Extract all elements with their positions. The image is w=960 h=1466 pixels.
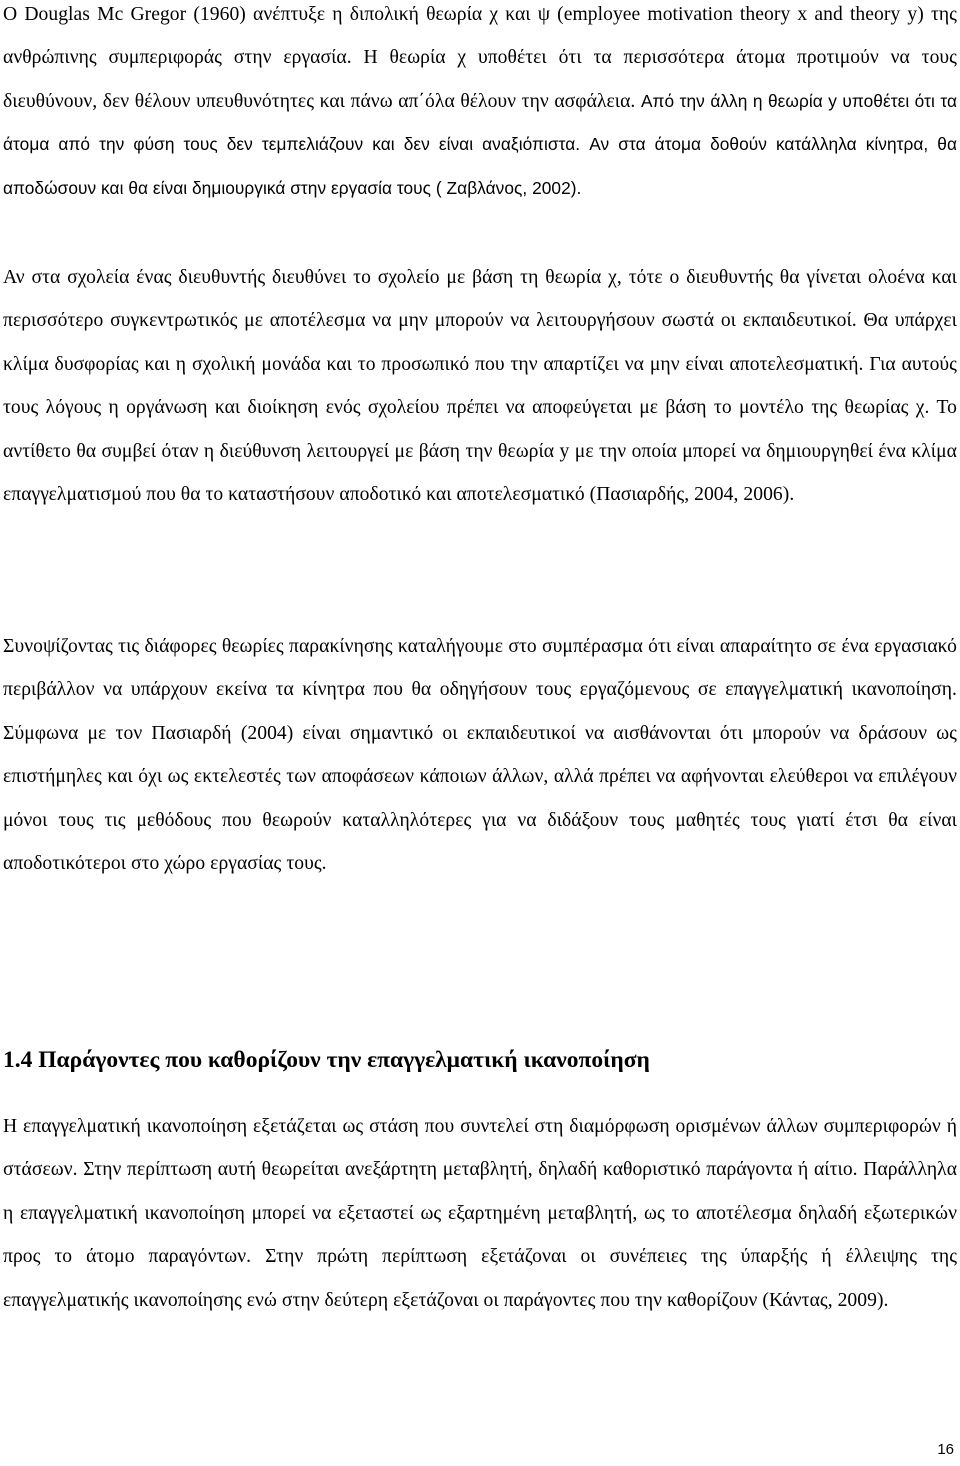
paragraph-4-part-a: Η επαγγελματική ικανοποίηση εξετάζεται ως στάση που συντελεί στη διαμόρφωση ορισμένων άλλων συμπεριφορών ή στάσεων. bbox=[3, 1116, 957, 1181]
page-number: 16 bbox=[937, 1441, 954, 1458]
paragraph-4-part-b: Στην περίπτωση αυτή θεωρείται ανεξάρτητη μεταβλητή, δηλαδή καθοριστικό παράγοντα ή αίτιο. bbox=[83, 1159, 858, 1181]
paragraph-4-part-d: Στην πρώτη περίπτωση εξετάζοναι οι συνέπειες της ύπαρξής ή έλλειψης της επαγγελματικής ικανοποίησης ενώ στην δεύτερη εξετάζοναι οι παράγοντες που την καθορίζουν (Κάντας, 2009). bbox=[3, 1246, 958, 1311]
paragraph-3-part-b: Σύμφωνα με τον Πασιαρδή (2004) είναι σημαντικό οι εκπαιδευτικοί να αισθάνονται ότι μπορούν να δράσουν ως επιστήμηλες και όχι ως εκτελεστές των αποφάσεων κάποιων άλλων, αλλά πρέπει να αφήνονται ελεύθεροι να επιλέγουν μόνοι τους τις μεθόδους που θεωρούν καταλληλότερες για να διδάξουν τους μαθητές τους γιατί έτσι θα είναι αποδοτικότεροι στο χώρο εργασίας τους. bbox=[3, 722, 957, 875]
paragraph-2-part-b: Θα υπάρχει κλίμα δυσφορίας και η σχολική μονάδα και το προσωπικό που την απαρτίζει να μην είναι αποτελεσματική. bbox=[3, 310, 957, 375]
paragraph-motivation-summary bbox=[3, 625, 957, 885]
paragraph-2-part-c: Για αυτούς τους λόγους η οργάνωση και διοίκηση ενός σχολείου πρέπει να αποφεύγεται με βάση το μοντέλο της θεωρίας χ. bbox=[3, 353, 957, 419]
paragraph-theory-x-y bbox=[3, 0, 957, 210]
paragraph-1-part-b: Από την άλλη η θεωρία y υποθέτει ότι τα άτομα από την φύση τους δεν τεμπελιάζουν και δεν είναι αναξιόπιστα. bbox=[3, 90, 958, 155]
paragraph-1-part-c: Αν στα άτομα δοθούν κατάλληλα κίνητρα, θα αποδώσουν και θα είναι δημιουργικά στην εργασία τους ( Ζαβλάνος, 2002). bbox=[3, 134, 958, 198]
paragraph-4-part-c: Παράλληλα η επαγγελματική ικανοποίηση μπορεί να εξεταστεί ως εξαρτημένη μεταβλητή, ως το αποτέλεσμα δηλαδή εξωτερικών προς το άτομο παραγόντων. bbox=[3, 1159, 958, 1268]
paragraph-3-part-a: Συνοψίζοντας τις διάφορες θεωρίες παρακίνησης καταλήγουμε στο συμπέρασμα ότι είναι απαραίτητο σε ένα εργασιακό περιβάλλον να υπάρχουν εκείνα τα κίνητρα που θα οδηγήσουν τους εργαζόμενους σε επαγγελματική ικανοποίηση. bbox=[3, 636, 957, 701]
paragraph-2-part-d: Το αντίθετο θα συμβεί όταν η διεύθυνση λειτουργεί με βάση την θεωρία y με την οποία μπορεί να δημιουργηθεί ένα κλίμα επαγγελματισμού που θα το καταστήσουν αποδοτικό και αποτελεσματικό (Πασιαρδής, 2004, 2006). bbox=[3, 397, 957, 506]
paragraph-2-part-a: Αν στα σχολεία ένας διευθυντής διευθύνει το σχολείο με βάση τη θεωρία χ, τότε ο διευθυντής θα γίνεται ολοένα και περισσότερο συγκεντρωτικός με αποτέλεσμα να μην μπορούν να λειτουργήσουν σωστά οι εκπαιδευτικοί. bbox=[3, 267, 957, 332]
paragraph-job-satisfaction-factors bbox=[3, 1105, 957, 1322]
paragraph-school-management bbox=[3, 256, 957, 516]
paragraph-1-part-a: Ο Douglas Mc Gregor (1960) ανέπτυξε η διπολική θεωρία χ και ψ (employee motivation theory x and theory y) της ανθρώπινης συμπεριφοράς στην εργασία. Η θεωρία χ υποθέτει ότι τα περισσότερα άτομα προτιμούν να τους διευθύνουν, δεν θέλουν υπευθυνότητες και πάνω απ΄όλα θέλουν την ασφάλεια. bbox=[3, 4, 957, 112]
section-heading: 1.4 Παράγοντες που καθορίζουν την επαγγελματική ικανοποίηση bbox=[3, 1047, 650, 1073]
